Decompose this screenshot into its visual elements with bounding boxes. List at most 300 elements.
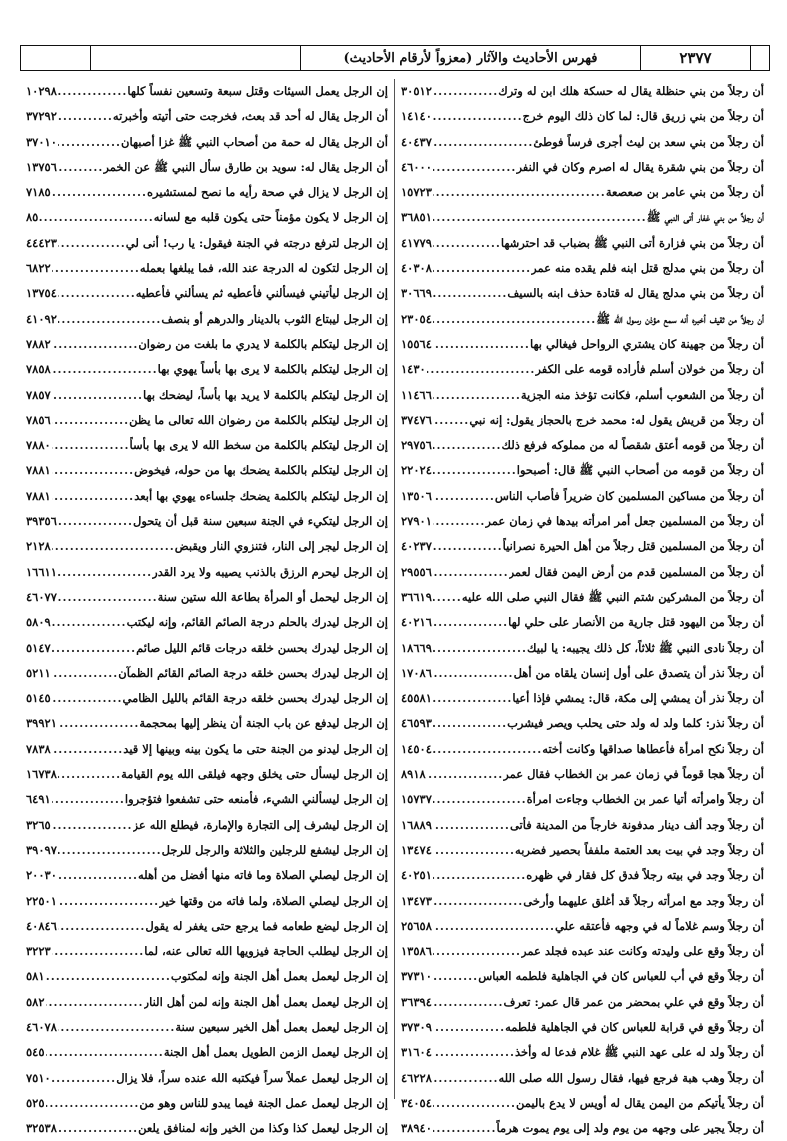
entry-number: ١٣٧٥٦ bbox=[26, 159, 57, 174]
page-number: ٢٣٧٧ bbox=[641, 46, 751, 70]
index-entry bbox=[26, 534, 388, 559]
leader-dots bbox=[433, 484, 495, 509]
index-entry bbox=[26, 939, 388, 964]
index-entry bbox=[26, 585, 388, 610]
entry-number: ٨٥ bbox=[26, 210, 39, 225]
leader-dots bbox=[433, 307, 596, 332]
entry-number: ٥٨٢ bbox=[26, 994, 45, 1009]
entry-number: ٣٦٦١٩ bbox=[401, 589, 432, 604]
leader-dots bbox=[433, 408, 469, 433]
entry-text: إن الرجل ليصلي الصلاة، ولما فاته من وقتها خير bbox=[159, 893, 388, 908]
entry-number: ٧٨٨١ bbox=[26, 488, 51, 503]
leader-dots bbox=[433, 433, 502, 458]
leader-dots bbox=[433, 737, 542, 762]
leader-dots bbox=[433, 205, 647, 230]
entry-text: أن رجلاً نذر أن يمشي إلى مكة، قال: يمشي فإذا أعيا bbox=[512, 691, 764, 706]
leader-dots bbox=[58, 762, 121, 787]
leader-dots bbox=[433, 458, 517, 483]
entry-text: إن الرجل ليحمل أو المرأة بطاعة الله ستين سنة bbox=[157, 589, 388, 604]
entry-number: ١٣٤٧٤ bbox=[401, 842, 432, 857]
entry-number: ٧١٨٥ bbox=[26, 185, 51, 200]
entry-text: أن رجلاً من جهينة كان يشتري الرواحل فيغالي بها bbox=[529, 336, 764, 351]
entry-number: ٧٨٨١ bbox=[26, 463, 51, 478]
index-entry bbox=[401, 1040, 764, 1065]
index-entry bbox=[26, 1091, 388, 1116]
index-entry bbox=[26, 1015, 388, 1040]
entry-text: أن رجلاً من بني فزارة أتى النبي ﷺ بضباب قد احترشها bbox=[500, 235, 764, 250]
entry-text: إن الرجل ليشرف إلى التجارة والإمارة، فيطلع الله عز bbox=[132, 817, 388, 832]
leader-dots bbox=[58, 838, 162, 863]
index-entry bbox=[26, 863, 388, 888]
index-entry bbox=[401, 79, 764, 104]
index-entry bbox=[26, 433, 388, 458]
leader-dots bbox=[433, 509, 486, 534]
index-entry bbox=[401, 458, 764, 483]
index-entry bbox=[401, 787, 764, 812]
index-entry bbox=[26, 408, 388, 433]
entry-text: أن رجلاً نادى النبي ﷺ ثلاثاً، كل ذلك يجيبه: يا لبيك bbox=[527, 640, 764, 655]
leader-dots bbox=[52, 180, 147, 205]
header-empty-cell bbox=[91, 46, 301, 70]
index-entry bbox=[401, 256, 764, 281]
entry-number: ٣٢٢٣ bbox=[26, 944, 51, 959]
leader-dots bbox=[58, 130, 121, 155]
leader-dots bbox=[433, 383, 521, 408]
entry-number: ٧٥١٠ bbox=[26, 1070, 51, 1085]
leader-dots bbox=[433, 787, 527, 812]
leader-dots bbox=[58, 1116, 138, 1141]
entry-number: ٣١٦٠٤ bbox=[401, 1045, 432, 1060]
entry-number: ٥١٤٥ bbox=[26, 691, 51, 706]
index-entry bbox=[401, 863, 764, 888]
index-entry bbox=[401, 180, 764, 205]
entry-number: ٦٨٢٢ bbox=[26, 261, 51, 276]
entry-number: ٤٠٤٣٧ bbox=[401, 134, 432, 149]
entry-number: ٥٨٠٩ bbox=[26, 615, 51, 630]
leader-dots bbox=[58, 307, 162, 332]
index-entry bbox=[401, 130, 764, 155]
leader-dots bbox=[433, 914, 555, 939]
index-entry bbox=[401, 509, 764, 534]
leader-dots bbox=[58, 231, 126, 256]
leader-dots bbox=[52, 939, 145, 964]
entry-text: أن رجلاً وقع في علي بمحضر من عمر قال عمر: تعرف bbox=[503, 994, 764, 1009]
entry-text: أن رجلاً من بني شقرة يقال له اصرم وكان في النفر bbox=[516, 159, 764, 174]
entry-text: إن الرجل ليجر إلى النار، فتنزوي النار ويقبض bbox=[174, 539, 388, 554]
index-entry bbox=[401, 889, 764, 914]
leader-dots bbox=[433, 661, 514, 686]
index-entry bbox=[401, 231, 764, 256]
index-entry bbox=[401, 1091, 764, 1116]
entry-text: أن رجلاً يأتيكم من اليمن يقال له أويس لا يدع باليمن bbox=[516, 1095, 764, 1110]
entry-number: ٤٦٠٧٧ bbox=[26, 589, 57, 604]
leader-dots bbox=[433, 560, 509, 585]
index-entry bbox=[26, 130, 388, 155]
leader-dots bbox=[433, 585, 462, 610]
leader-dots bbox=[427, 357, 536, 382]
index-entry bbox=[401, 636, 764, 661]
entry-text: إن الرجل ليعمل عملاً سراً فيكتبه الله عنده سراً، فلا يزال bbox=[116, 1070, 388, 1085]
index-entry bbox=[401, 939, 764, 964]
index-entry bbox=[401, 205, 764, 230]
leader-dots bbox=[46, 1040, 164, 1065]
entry-text: أن رجلاً وقع في أب للعباس كان في الجاهلية فلطمه العباس bbox=[478, 969, 764, 984]
entry-number: ٣٧٢٩٢ bbox=[26, 109, 57, 124]
entry-text: إن الرجل ليسألني الشيء، فأمنعه حتى تشفعوا فتؤجروا bbox=[124, 792, 388, 807]
index-entry bbox=[26, 990, 388, 1015]
entry-number: ٧٨٥٧ bbox=[26, 387, 51, 402]
index-entry bbox=[26, 155, 388, 180]
page-title: فهرس الأحاديث والآثار (معزواً لأرقام الأحاديث) bbox=[301, 46, 641, 70]
leader-dots bbox=[433, 711, 507, 736]
entry-number: ١٤٥٠٤ bbox=[401, 741, 432, 756]
entry-text: أن رجلاً من بني عامر بن صعصعة bbox=[605, 185, 764, 200]
entry-text: أن رجلاً وهب هبة فرجع فيها، فقال رسول الله صلى الله bbox=[498, 1070, 764, 1085]
entry-number: ٣٦٨٥١ bbox=[401, 210, 432, 225]
index-entry bbox=[26, 889, 388, 914]
index-entry bbox=[26, 711, 388, 736]
entry-text: أن رجلاً من بني غفار أتى النبي ﷺ bbox=[646, 210, 764, 225]
entry-text: إن الرجل ليعمل عمل الجنة فيما يبدو للناس وهو من bbox=[139, 1095, 388, 1110]
entry-number: ١٣٤٧٣ bbox=[401, 893, 432, 908]
entry-number: ٥١٤٧ bbox=[26, 640, 51, 655]
entry-text: إن الرجل ليدرك بحسن خلقه درجة القائم بالليل الظامي bbox=[122, 691, 388, 706]
entry-text: أن رجلاً وقع على وليدته وكانت عند عبده فجلد عمر bbox=[521, 944, 764, 959]
entry-text: إن الرجل ليضع طعامه فما يرجع حتى يغفر له يقول bbox=[145, 918, 388, 933]
leader-dots bbox=[58, 711, 139, 736]
entry-number: ٢٧٩٠١ bbox=[401, 514, 432, 529]
entry-number: ٦٤٩١ bbox=[26, 792, 51, 807]
leader-dots bbox=[58, 863, 138, 888]
entry-text: أن رجلاً وامرأته أتيا عمر بن الخطاب وجاءت امرأة bbox=[526, 792, 764, 807]
index-entry bbox=[26, 1116, 388, 1141]
leader-dots bbox=[433, 863, 526, 888]
index-entry bbox=[26, 332, 388, 357]
entry-number: ٣٤٠٥٤ bbox=[401, 1095, 432, 1110]
entry-text: إن الرجل لا يزال في صحة رأيه ما نصح لمستشيره bbox=[147, 185, 388, 200]
entry-number: ٣٢٥٣٨ bbox=[26, 1121, 57, 1136]
index-entry bbox=[401, 408, 764, 433]
leader-dots bbox=[52, 256, 140, 281]
index-entry bbox=[26, 762, 388, 787]
leader-dots bbox=[46, 964, 171, 989]
entry-text: إن الرجل لترفع درجته في الجنة فيقول: يا رب! أنى لي bbox=[125, 235, 388, 250]
entry-text: إن الرجل ليدرك بالحلم درجة الصائم القائم، وإنه ليكتب bbox=[126, 615, 388, 630]
index-entry bbox=[26, 838, 388, 863]
index-entry bbox=[401, 383, 764, 408]
index-entry bbox=[26, 307, 388, 332]
entry-text: أن رجلاً من مساكين المسلمين كان ضريراً فأصاب الناس bbox=[494, 488, 764, 503]
leader-dots bbox=[433, 155, 517, 180]
entry-text: أن رجلاً من بني زريق قال: لما كان ذلك اليوم خرج bbox=[522, 109, 764, 124]
index-entry bbox=[401, 357, 764, 382]
index-entry bbox=[26, 560, 388, 585]
entry-number: ٢٣٠٥٤ bbox=[401, 311, 432, 326]
leader-dots bbox=[433, 1015, 505, 1040]
entry-text: أن رجلاً نكح امرأة فأعطاها صداقها وكانت أخته bbox=[542, 741, 764, 756]
index-entry bbox=[26, 79, 388, 104]
entry-number: ٣٠٦٦٩ bbox=[401, 286, 432, 301]
entry-text: أن رجلاً وجد مع امرأته رجلاً قد أغلق عليهما وأرخى bbox=[523, 893, 764, 908]
entry-text: إن الرجل يعمل السيئات وقتل سبعة وتسعين نفساً كلها bbox=[127, 84, 388, 98]
entry-text: أن رجلاً وقع في قرابة للعباس كان في الجاهلية فلطمه bbox=[505, 1019, 764, 1034]
entry-text: أن رجلاً وجد في بيته رجلاً فدق كل فقار في ظهره bbox=[526, 868, 764, 883]
entry-number: ٤٠٢١٦ bbox=[401, 615, 432, 630]
entry-number: ٢٠٠٣٠ bbox=[26, 868, 57, 883]
entry-number: ٢٢٠٢٤ bbox=[401, 463, 432, 478]
entry-text: أن رجلاً يجير على وجهه من يوم ولد إلى يوم يموت هرماً bbox=[496, 1121, 764, 1136]
header-empty-cell bbox=[751, 46, 769, 70]
index-entry bbox=[26, 281, 388, 306]
leader-dots bbox=[433, 130, 533, 155]
leader-dots bbox=[433, 889, 523, 914]
entry-text: أن رجلاً من المسلمين قتل رجلاً من أهل الحيرة نصرانياً bbox=[502, 539, 764, 554]
leader-dots bbox=[58, 1015, 176, 1040]
entry-text: إن الرجل ليعمل بعمل أهل الجنة وإنه لمكتوب bbox=[170, 969, 388, 984]
leader-dots bbox=[58, 585, 158, 610]
entry-number: ٧٨٣٨ bbox=[26, 741, 51, 756]
leader-dots bbox=[433, 686, 512, 711]
leader-dots bbox=[52, 610, 127, 635]
index-entry bbox=[401, 155, 764, 180]
leader-dots bbox=[58, 914, 145, 939]
leader-dots bbox=[52, 813, 133, 838]
entry-text: إن الرجل ليعمل بعمل أهل الخير سبعين سنة bbox=[175, 1019, 388, 1034]
leader-dots bbox=[52, 458, 134, 483]
entry-text: أن رجلاً من بني سعد بن ليث أجرى فرساً فوطئ bbox=[533, 134, 764, 149]
index-entry bbox=[26, 256, 388, 281]
entry-number: ٤٦٠٠٠ bbox=[401, 159, 432, 174]
entry-number: ٣٨٩٤٠ bbox=[401, 1121, 432, 1136]
index-entry bbox=[401, 484, 764, 509]
index-entry bbox=[26, 484, 388, 509]
entry-text: أن رجلاً من المسلمين جعل أمر امرأته بيدها في زمان عمر bbox=[485, 514, 764, 529]
entry-number: ١٦٧٣٨ bbox=[26, 767, 57, 782]
index-entry bbox=[26, 1066, 388, 1091]
entry-text: أن رجلاً نذر أن يتصدق على أول إنسان يلقاه من أهل bbox=[513, 665, 764, 680]
leader-dots bbox=[433, 1091, 516, 1116]
entry-text: أن رجلاً وجد في بيت بعد العتمة ملففاً بحصير فضربه bbox=[515, 842, 764, 857]
entry-text: أن الرجل يقال له: سويد بن طارق سأل النبي ﷺ عن الخمر bbox=[103, 159, 388, 174]
entry-number: ٤٤٤٢٣ bbox=[26, 235, 57, 250]
leader-dots bbox=[433, 990, 504, 1015]
entry-text: أن رجلاً من قومه أعتق شقصاً له من مملوكه فرفع ذلك bbox=[501, 438, 764, 453]
entry-text: إن الرجل ليتكلم بالكلمة من رضوان الله تعالى ما يظن bbox=[129, 412, 388, 427]
entry-text: أن رجلاً هجا قوماً في زمان عمر بن الخطاب فقال عمر bbox=[503, 767, 764, 782]
index-entry bbox=[26, 661, 388, 686]
entry-number: ١٥٧٣٧ bbox=[401, 792, 432, 807]
entry-text: أن رجلاً من المسلمين قدم من أرض اليمن فقال لعمر bbox=[508, 564, 764, 579]
entry-number: ٢٥٦٥٨ bbox=[401, 918, 432, 933]
header-empty-cell bbox=[21, 46, 91, 70]
entry-number: ٣٧٤٧٦ bbox=[401, 412, 432, 427]
index-entry bbox=[401, 914, 764, 939]
index-entry bbox=[26, 231, 388, 256]
leader-dots bbox=[433, 964, 478, 989]
leader-dots bbox=[52, 433, 130, 458]
index-entry bbox=[401, 1066, 764, 1091]
leader-dots bbox=[52, 636, 136, 661]
entry-text: إن الرجل ليدفع عن باب الجنة أن ينظر إليها بمحجمة bbox=[139, 716, 388, 731]
entry-number: ١٥٧٢٣ bbox=[401, 185, 432, 200]
index-entry bbox=[26, 636, 388, 661]
entry-number: ٤٦٠٧٨ bbox=[26, 1019, 57, 1034]
entry-number: ٤٦٢٢٨ bbox=[401, 1070, 432, 1085]
leader-dots bbox=[52, 737, 124, 762]
entry-number: ١٣٥٨٦ bbox=[401, 944, 432, 959]
entry-number: ١٥٥٦٤ bbox=[401, 336, 432, 351]
entry-text: إن الرجل ليعمل كذا وكذا من الخير وإنه لمنافق يلعن bbox=[138, 1121, 388, 1136]
entry-text: إن الرجل ليعمل بعمل أهل الجنة وإنه لمن أهل النار bbox=[143, 994, 388, 1009]
entry-number: ٣٧٣٠٩ bbox=[401, 1019, 432, 1034]
index-entry bbox=[401, 661, 764, 686]
leader-dots bbox=[58, 509, 133, 534]
entry-text: إن الرجل لا يكون مؤمناً حتى يكون قلبه مع لسانه bbox=[153, 210, 388, 225]
leader-dots bbox=[58, 104, 113, 129]
leader-dots bbox=[58, 560, 152, 585]
leader-dots bbox=[433, 813, 510, 838]
index-entry bbox=[26, 1040, 388, 1065]
entry-number: ٣٢٦٥ bbox=[26, 817, 51, 832]
entry-text: إن الرجل ليتكلم بالكلمة لا يدري ما بلغت من رضوان bbox=[138, 336, 388, 351]
entry-text: أن رجلاً من ثقيف أخبره أنه سمع مؤذن رسول الله ﷺ bbox=[596, 311, 764, 326]
leader-dots bbox=[433, 332, 530, 357]
index-entry bbox=[26, 737, 388, 762]
entry-number: ٧٨٥٨ bbox=[26, 362, 51, 377]
index-entry bbox=[26, 787, 388, 812]
entry-text: إن الرجل ليصلي الصلاة وما فاته منها أفضل من أهله bbox=[138, 868, 388, 883]
entry-text: إن الرجل ليتكلم بالكلمة يضحك جلساءه يهوي بها أبعد bbox=[134, 488, 388, 503]
entry-number: ٣٧٠١٠ bbox=[26, 134, 57, 149]
index-entry bbox=[26, 964, 388, 989]
entry-text: أن رجلاً من قومه من أصحاب النبي ﷺ قال: أصبحوا bbox=[516, 463, 764, 478]
entry-text: أن رجلاً من بني مدلج قتل ابنه فلم يقده منه عمر bbox=[531, 261, 764, 276]
entry-number: ٣٩٣٥٦ bbox=[26, 514, 57, 529]
entry-text: إن الرجل ليحرم الرزق بالذنب يصيبه ولا يرد القدر bbox=[152, 564, 388, 579]
entry-text: أن رجلاً وجد ألف دينار مدفونة خارجاً من المدينة فأتى bbox=[509, 817, 764, 832]
index-entry bbox=[401, 585, 764, 610]
leader-dots bbox=[433, 1040, 515, 1065]
entry-number: ١٤١٤٠ bbox=[401, 109, 432, 124]
index-entry bbox=[26, 914, 388, 939]
entry-number: ١٨٦٦٩ bbox=[401, 640, 432, 655]
entry-text: أن رجلاً من المشركين شتم النبي ﷺ فقال النبي صلى الله عليه bbox=[461, 589, 764, 604]
leader-dots bbox=[52, 1066, 116, 1091]
index-entry bbox=[401, 433, 764, 458]
entry-number: ١١٤٦٦ bbox=[401, 387, 432, 402]
entry-text: أن رجلاً نذر: كلما ولد له ولد حتى يحلب ويصر فيشرب bbox=[507, 716, 764, 731]
entry-number: ٥٢٥ bbox=[26, 1095, 45, 1110]
index-entry bbox=[26, 383, 388, 408]
leader-dots bbox=[58, 889, 159, 914]
entry-text: أن رجلاً من الشعوب أسلم، فكانت تؤخذ منه الجزية bbox=[520, 387, 764, 402]
entry-text: إن الرجل ليشفع للرجلين والثلاثة والرجل للرجل bbox=[161, 842, 388, 857]
entry-number: ٤٠٣٠٨ bbox=[401, 261, 432, 276]
entry-number: ٢٩٥٥٦ bbox=[401, 564, 432, 579]
leader-dots bbox=[433, 534, 503, 559]
leader-dots bbox=[433, 231, 501, 256]
entry-number: ١٤٣٠ bbox=[401, 362, 426, 377]
entry-text: إن الرجل لتكون له الدرجة عند الله، فما يبلغها بعمله bbox=[139, 261, 388, 276]
leader-dots bbox=[52, 357, 158, 382]
leader-dots bbox=[52, 484, 134, 509]
entry-number: ٧٨٥٦ bbox=[26, 412, 51, 427]
entry-number: ٥٤٥ bbox=[26, 1045, 45, 1060]
index-entry bbox=[26, 205, 388, 230]
index-entry bbox=[401, 813, 764, 838]
entry-number: ٣٩٩٢١ bbox=[26, 716, 57, 731]
leader-dots bbox=[52, 408, 129, 433]
entry-text: أن رجلاً ولد له على عهد النبي ﷺ غلام فدعا له وأخذ bbox=[515, 1045, 764, 1060]
entry-number: ١٣٥٠٦ bbox=[401, 488, 432, 503]
leader-dots bbox=[52, 534, 175, 559]
leader-dots bbox=[58, 79, 128, 104]
entry-text: إن الرجل ليدرك بحسن خلقه درجة الصائم القائم الظمآن bbox=[118, 665, 388, 680]
entry-text: إن الرجل ليتكلم بالكلمة من سخط الله لا يرى بها بأساً bbox=[129, 438, 388, 453]
entry-number: ٢٢٥٠١ bbox=[26, 893, 57, 908]
index-entry bbox=[26, 686, 388, 711]
leader-dots bbox=[46, 1091, 140, 1116]
leader-dots bbox=[52, 686, 123, 711]
entry-text: إن الرجل ليتكيء في الجنة سبعين سنة قبل أن يتحول bbox=[132, 514, 388, 529]
right-column bbox=[395, 79, 770, 1136]
entry-text: إن الرجل ليأتيني فيسألني فأعطيه ثم يسألني فأعطيه bbox=[135, 286, 388, 301]
leader-dots bbox=[433, 1066, 499, 1091]
leader-dots bbox=[433, 79, 498, 104]
index-entry bbox=[401, 838, 764, 863]
leader-dots bbox=[52, 383, 143, 408]
entry-text: إن الرجل ليطلب الحاجة فيزويها الله تعالى عنه، لما bbox=[144, 944, 388, 959]
leader-dots bbox=[433, 610, 508, 635]
index-entry bbox=[401, 281, 764, 306]
leader-dots bbox=[52, 787, 125, 812]
index-entry bbox=[401, 104, 764, 129]
leader-dots bbox=[52, 661, 119, 686]
index-entry bbox=[401, 332, 764, 357]
index-entry bbox=[26, 180, 388, 205]
leader-dots bbox=[52, 332, 139, 357]
leader-dots bbox=[433, 939, 521, 964]
leader-dots bbox=[58, 281, 136, 306]
index-page bbox=[20, 45, 770, 1136]
entry-number: ٤٠٢٣٧ bbox=[401, 539, 432, 554]
entry-number: ٣٩٠٩٧ bbox=[26, 842, 57, 857]
entry-text: أن رجلاً من قريش يقول له: محمد خرج بالحجاز يقول: إنه نبي bbox=[469, 412, 764, 427]
entry-number: ٧٨٨٠ bbox=[26, 438, 51, 453]
page-header bbox=[20, 45, 770, 71]
entry-number: ٢١٢٨ bbox=[26, 539, 51, 554]
index-entry bbox=[401, 307, 764, 332]
leader-dots bbox=[433, 636, 527, 661]
entry-text: إن الرجل ليتكلم بالكلمة لا يريد بها بأساً، ليضحك بها bbox=[143, 387, 388, 402]
entry-number: ٢٩٧٥٦ bbox=[401, 438, 432, 453]
entry-text: إن الرجل ليبتاع الثوب بالدينار والدرهم أو بنصف bbox=[161, 311, 388, 326]
leader-dots bbox=[427, 762, 504, 787]
index-entry bbox=[401, 1116, 764, 1141]
entry-text: إن الرجل ليتكلم بالكلمة يضحك بها من حوله، فيخوض bbox=[134, 463, 388, 478]
index-entry bbox=[26, 813, 388, 838]
entry-number: ١٦٦١١ bbox=[26, 564, 57, 579]
leader-dots bbox=[433, 180, 606, 205]
entry-number: ٥٨١ bbox=[26, 969, 45, 984]
index-entry bbox=[26, 610, 388, 635]
index-entry bbox=[26, 104, 388, 129]
entry-text: أن رجلاً من بني حنظلة يقال له حسكة هلك ابن له وترك bbox=[498, 84, 764, 98]
index-entry bbox=[401, 534, 764, 559]
entry-number: ١٧٠٨٦ bbox=[401, 665, 432, 680]
leader-dots bbox=[46, 990, 144, 1015]
index-entry bbox=[401, 560, 764, 585]
